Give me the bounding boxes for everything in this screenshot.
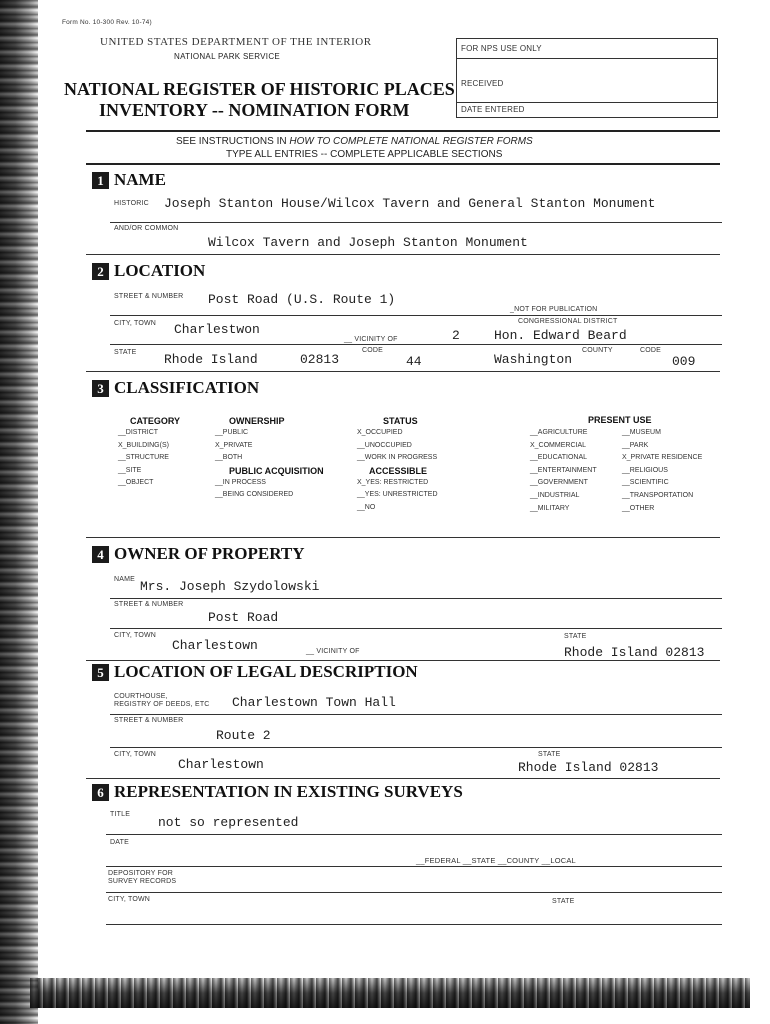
- category-column: [118, 415, 180, 490]
- accessible-yes-unrestricted: __YES: UNRESTRICTED: [357, 491, 438, 499]
- use-religious: __RELIGIOUS: [622, 466, 668, 474]
- ownership-both: __BOTH: [215, 454, 243, 462]
- section-number-6: 6: [92, 784, 109, 801]
- location-state-label: STATE: [114, 349, 137, 356]
- county-label: COUNTY: [582, 347, 613, 354]
- agency-name: NATIONAL PARK SERVICE: [174, 52, 281, 61]
- common-name-label: AND/OR COMMON: [114, 225, 179, 232]
- ownership-column: [215, 415, 324, 502]
- form-number: Form No. 10-300 Rev. 10-74): [62, 19, 152, 26]
- present-use-right-column: [622, 427, 702, 515]
- county-code-value: 009: [672, 354, 696, 369]
- section-number-2: 2: [92, 263, 109, 280]
- status-column: [357, 415, 438, 515]
- location-state-value: Rhode Island: [164, 352, 258, 367]
- county-code-label: CODE: [640, 347, 662, 354]
- owner-vicinity-label: __ VICINITY OF: [306, 648, 360, 655]
- legal-street-value: Route 2: [216, 728, 271, 743]
- use-scientific: __SCIENTIFIC: [622, 479, 669, 487]
- historic-name-value: Joseph Stanton House/Wilcox Tavern and General Stanton Monument: [164, 196, 656, 211]
- survey-state-label: STATE: [552, 898, 575, 905]
- congressional-district-number: 2: [452, 328, 460, 343]
- accessible-no: __NO: [357, 503, 376, 511]
- category-site: __SITE: [118, 466, 142, 474]
- category-object: __OBJECT: [118, 479, 154, 487]
- acquisition-in-process: __IN PROCESS: [215, 478, 266, 486]
- survey-date-label: DATE: [110, 839, 129, 846]
- location-street-label: STREET & NUMBER: [114, 293, 184, 300]
- section-number-1: 1: [92, 172, 109, 189]
- historic-label: HISTORIC: [114, 200, 149, 207]
- use-military: __MILITARY: [530, 504, 570, 512]
- instructions-line-2: TYPE ALL ENTRIES -- COMPLETE APPLICABLE SECTIONS: [226, 149, 503, 160]
- status-unoccupied: __UNOCCUPIED: [357, 441, 412, 449]
- county-value: Washington: [494, 352, 573, 367]
- received-label: RECEIVED: [461, 79, 504, 88]
- owner-city-value: Charlestown: [172, 638, 258, 653]
- nps-use-only-label: FOR NPS USE ONLY: [461, 44, 542, 53]
- survey-title-label: TITLE: [110, 811, 131, 818]
- legal-city-label: CITY, TOWN: [114, 751, 157, 758]
- depository-label: DEPOSITORY FOR: [108, 870, 174, 877]
- owner-street-value: Post Road: [208, 610, 279, 625]
- section-title-owner: OWNER OF PROPERTY: [114, 544, 305, 563]
- use-commercial: X_COMMERCIAL: [530, 441, 587, 449]
- location-zip-value: 02813: [300, 352, 340, 367]
- owner-street-label: STREET & NUMBER: [114, 601, 184, 608]
- congressional-district-label: CONGRESSIONAL DISTRICT: [518, 318, 618, 325]
- instructions-line-1: SEE INSTRUCTIONS IN HOW TO COMPLETE NATIONAL REGISTER FORMS: [176, 136, 533, 147]
- present-use-header: PRESENT USE: [588, 415, 652, 425]
- use-park: __PARK: [622, 441, 649, 449]
- owner-state-value: Rhode Island 02813: [564, 645, 705, 660]
- section-title-surveys: REPRESENTATION IN EXISTING SURVEYS: [114, 782, 463, 801]
- use-other: __OTHER: [622, 504, 655, 512]
- state-code-value: 44: [406, 354, 422, 369]
- date-entered-label: DATE ENTERED: [461, 105, 525, 114]
- category-buildings: X_BUILDING(S): [118, 441, 169, 449]
- owner-name-value: Mrs. Joseph Szydolowski: [140, 579, 320, 594]
- present-use-left-column: [530, 427, 597, 515]
- ownership-header: OWNERSHIP: [229, 416, 285, 426]
- congressional-district-value: Hon. Edward Beard: [494, 328, 627, 343]
- survey-records-label: SURVEY RECORDS: [108, 878, 177, 885]
- location-vicinity-label: __ VICINITY OF: [344, 336, 398, 343]
- state-code-label: CODE: [362, 347, 384, 354]
- use-private-residence: X_PRIVATE RESIDENCE: [622, 454, 703, 462]
- section-title-name: NAME: [114, 170, 166, 189]
- location-city-label: CITY, TOWN: [114, 320, 157, 327]
- courthouse-value: Charlestown Town Hall: [232, 695, 396, 710]
- not-for-publication-label: _NOT FOR PUBLICATION: [510, 306, 598, 313]
- accessible-header: ACCESSIBLE: [369, 465, 428, 476]
- category-header: CATEGORY: [130, 416, 181, 426]
- section-title-location: LOCATION: [114, 261, 206, 280]
- ownership-public: __PUBLIC: [215, 429, 249, 436]
- section-title-classification: CLASSIFICATION: [114, 378, 260, 397]
- owner-state-label: STATE: [564, 633, 587, 640]
- legal-state-label: STATE: [538, 751, 561, 758]
- section-title-legal-description: LOCATION OF LEGAL DESCRIPTION: [114, 662, 418, 681]
- survey-city-label: CITY, TOWN: [108, 896, 151, 903]
- survey-title-value: not so represented: [158, 815, 299, 830]
- public-acquisition-header: PUBLIC ACQUISITION: [229, 465, 324, 476]
- use-museum: __MUSEUM: [622, 429, 661, 436]
- registry-of-deeds-label: REGISTRY OF DEEDS, ETC: [114, 701, 210, 708]
- use-industrial: __INDUSTRIAL: [530, 491, 580, 499]
- department-name: UNITED STATES DEPARTMENT OF THE INTERIOR: [100, 36, 372, 48]
- status-occupied: X_OCCUPIED: [357, 429, 403, 436]
- category-structure: __STRUCTURE: [118, 454, 169, 462]
- form-title: NATIONAL REGISTER OF HISTORIC PLACES: [64, 79, 455, 99]
- owner-name-label: NAME: [114, 576, 136, 583]
- section-number-4: 4: [92, 546, 109, 563]
- acquisition-being-considered: __BEING CONSIDERED: [215, 491, 294, 499]
- owner-city-label: CITY, TOWN: [114, 632, 157, 639]
- scan-edge-left: [0, 0, 38, 1024]
- location-street-value: Post Road (U.S. Route 1): [208, 292, 396, 307]
- courthouse-label: COURTHOUSE,: [114, 693, 168, 700]
- location-city-value: Charlestwon: [174, 322, 260, 337]
- accessible-yes-restricted: X_YES: RESTRICTED: [357, 478, 429, 486]
- survey-levels: __FEDERAL __STATE __COUNTY __LOCAL: [416, 856, 576, 865]
- ownership-private: X_PRIVATE: [215, 441, 253, 449]
- section-number-5: 5: [92, 664, 109, 681]
- use-government: __GOVERNMENT: [530, 479, 588, 487]
- nps-use-box: [456, 38, 718, 118]
- scan-edge-bottom: [30, 978, 750, 1008]
- legal-state-value: Rhode Island 02813: [518, 760, 659, 775]
- form-subtitle: INVENTORY -- NOMINATION FORM: [99, 100, 410, 120]
- use-educational: __EDUCATIONAL: [530, 454, 588, 462]
- section-number-3: 3: [92, 380, 109, 397]
- use-transportation: __TRANSPORTATION: [622, 491, 694, 499]
- category-district: __DISTRICT: [118, 429, 159, 436]
- legal-street-label: STREET & NUMBER: [114, 717, 184, 724]
- legal-city-value: Charlestown: [178, 757, 264, 772]
- status-header: STATUS: [383, 416, 418, 426]
- use-agriculture: __AGRICULTURE: [530, 429, 588, 436]
- use-entertainment: __ENTERTAINMENT: [530, 466, 597, 474]
- status-work-in-progress: __WORK IN PROGRESS: [357, 454, 438, 462]
- common-name-value: Wilcox Tavern and Joseph Stanton Monument: [208, 235, 528, 250]
